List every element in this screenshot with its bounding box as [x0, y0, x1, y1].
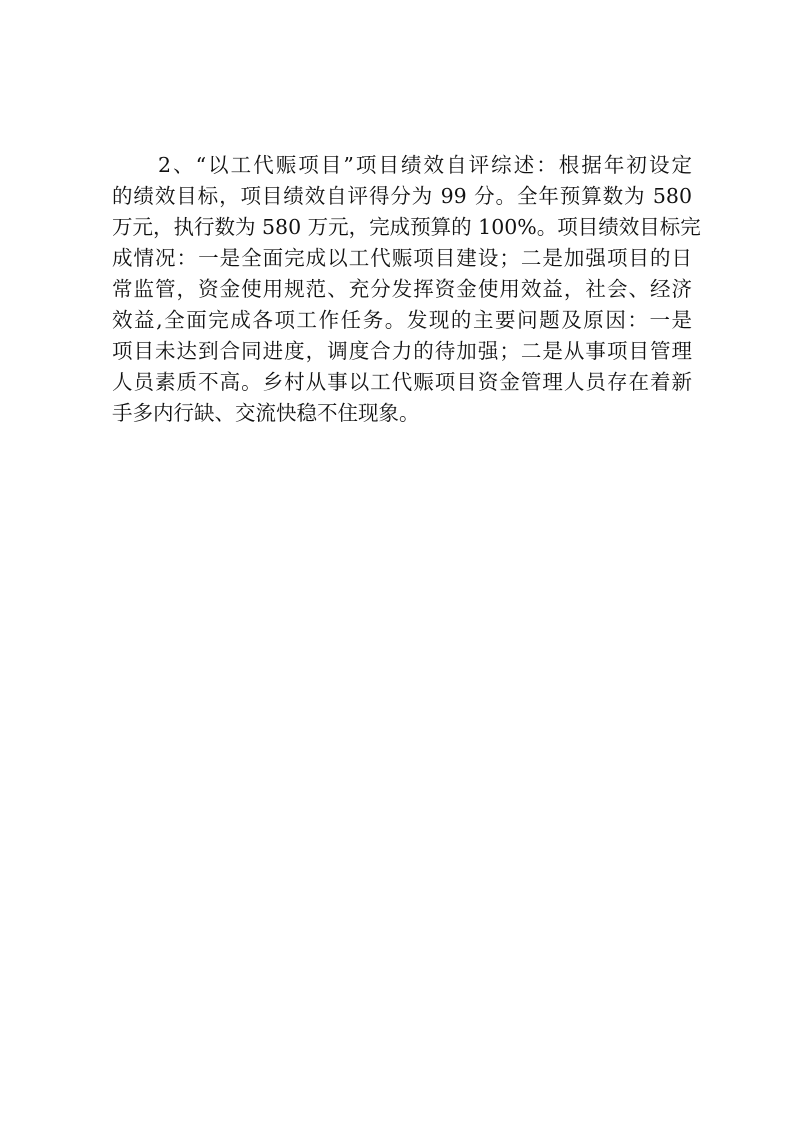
paragraph-line: 常监管，资金使用规范、充分发挥资金使用效益，社会、经济	[112, 277, 692, 301]
paragraph-line: 成情况：一是全面完成以工代赈项目建设；二是加强项目的日	[112, 246, 692, 270]
assessment-paragraph	[112, 150, 701, 429]
paragraph-line: 手多内行缺、交流快稳不住现象。	[112, 401, 420, 425]
paragraph-line: 2、“以工代赈项目”项目绩效自评综述：根据年初设定	[158, 153, 692, 177]
paragraph-line: 的绩效目标，项目绩效自评得分为 99 分。全年预算数为 580	[112, 184, 692, 208]
paragraph-line: 万元，执行数为 580 万元，完成预算的 100%。项目绩效目标完	[112, 215, 701, 239]
paragraph-line: 人员素质不高。乡村从事以工代赈项目资金管理人员存在着新	[112, 370, 692, 394]
paragraph-line: 效益,全面完成各项工作任务。发现的主要问题及原因：一是	[112, 308, 692, 332]
paragraph-line: 项目未达到合同进度，调度合力的待加强；二是从事项目管理	[112, 339, 692, 363]
